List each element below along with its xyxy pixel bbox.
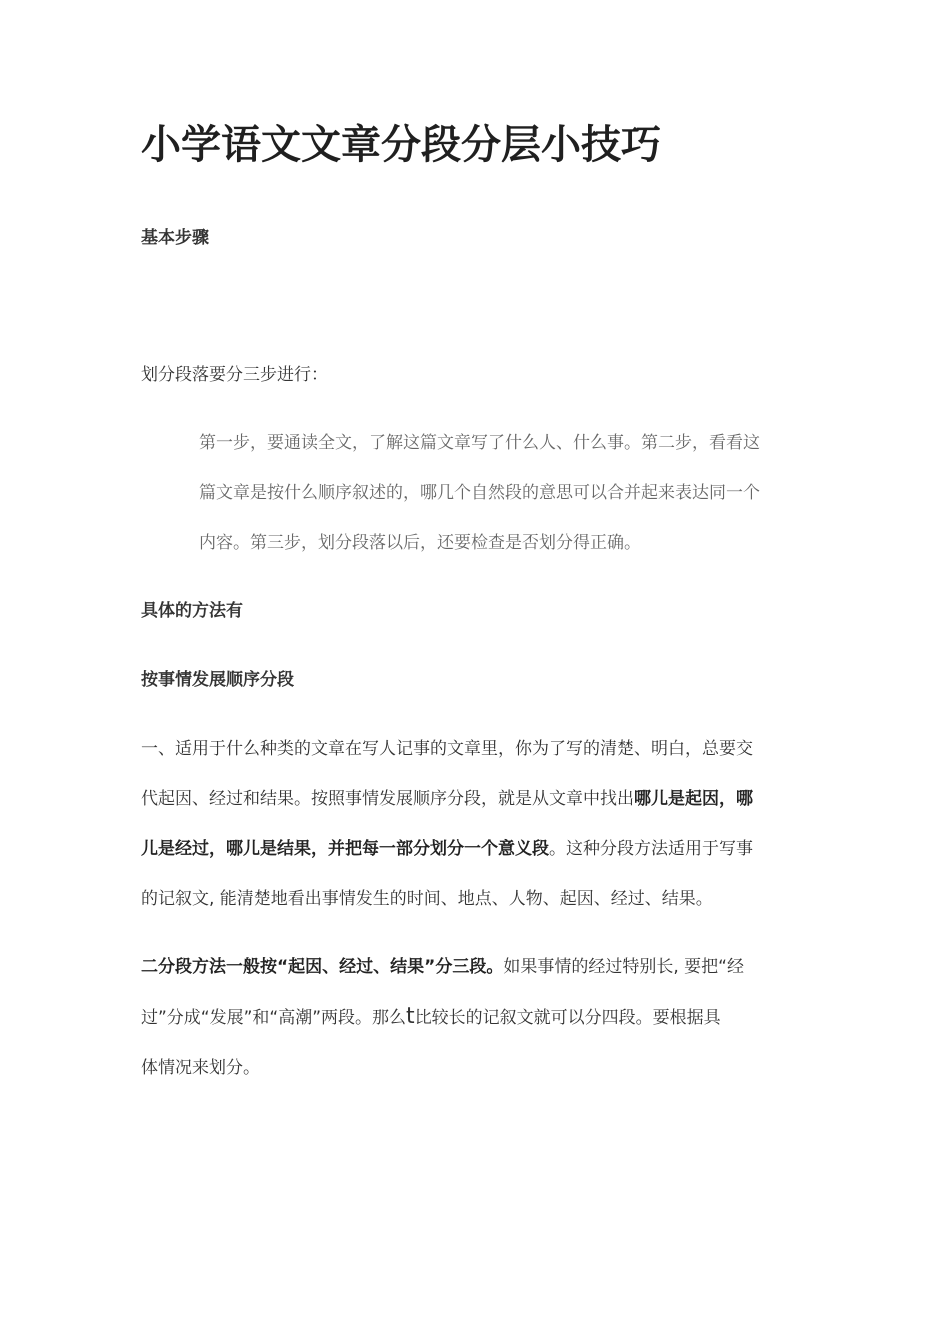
bold-text: 二分段方法一般按“起因、经过、结果”分三段。 — [141, 957, 504, 977]
bold-text: 哪儿是起因，哪 — [634, 789, 753, 809]
intro-text: 划分段落要分三步进行： — [141, 365, 328, 385]
plain-text: 如果事情的经过特别长, 要把“经 — [503, 957, 744, 977]
method1-heading: 按事情发展顺序分段 — [141, 670, 294, 690]
steps-quote — [199, 418, 803, 568]
paragraph-1 — [141, 724, 813, 924]
plain-text: 。这种分段方法适用于写事 — [549, 839, 753, 859]
quote-line: 第一步，要通读全文，了解这篇文章写了什么人、什么事。第二步，看看这 — [199, 433, 760, 453]
paragraph-line: 一、适用于什么种类的文章在写人记事的文章里，你为了写的清楚、明白，总要交 — [141, 739, 753, 759]
quote-line: 篇文章是按什么顺序叙述的，哪几个自然段的意思可以合并起来表达同一个 — [199, 483, 760, 503]
plain-text: 比较长的记叙文就可以分四段。要根据具 — [414, 1008, 721, 1028]
bold-text: 儿是经过，哪儿是结果，并把每一部分划分一个意义段 — [141, 839, 549, 859]
paragraph-line: 的记叙文, 能清楚地看出事情发生的时间、地点、人物、起因、经过、结果。 — [141, 889, 713, 909]
stray-letter: t — [406, 1004, 415, 1029]
basic-steps-heading: 基本步骤 — [141, 228, 209, 248]
quote-line: 内容。第三步，划分段落以后，还要检查是否划分得正确。 — [199, 533, 641, 553]
paragraph-line: 体情况来划分。 — [141, 1058, 260, 1078]
page-title: 小学语文文章分段分层小技巧 — [141, 122, 661, 168]
paragraph-line — [141, 992, 813, 1043]
paragraph-2 — [141, 942, 813, 1093]
intro-paragraph — [141, 350, 813, 400]
paragraph-line — [141, 824, 813, 874]
paragraph-line — [141, 774, 813, 824]
plain-text: 过”分成“发展”和“高潮”两段。那么 — [141, 1008, 407, 1028]
paragraph-line — [141, 942, 813, 992]
plain-text: 代起因、经过和结果。按照事情发展顺序分段，就是从文章中找出 — [141, 789, 634, 809]
methods-heading: 具体的方法有 — [141, 601, 243, 621]
